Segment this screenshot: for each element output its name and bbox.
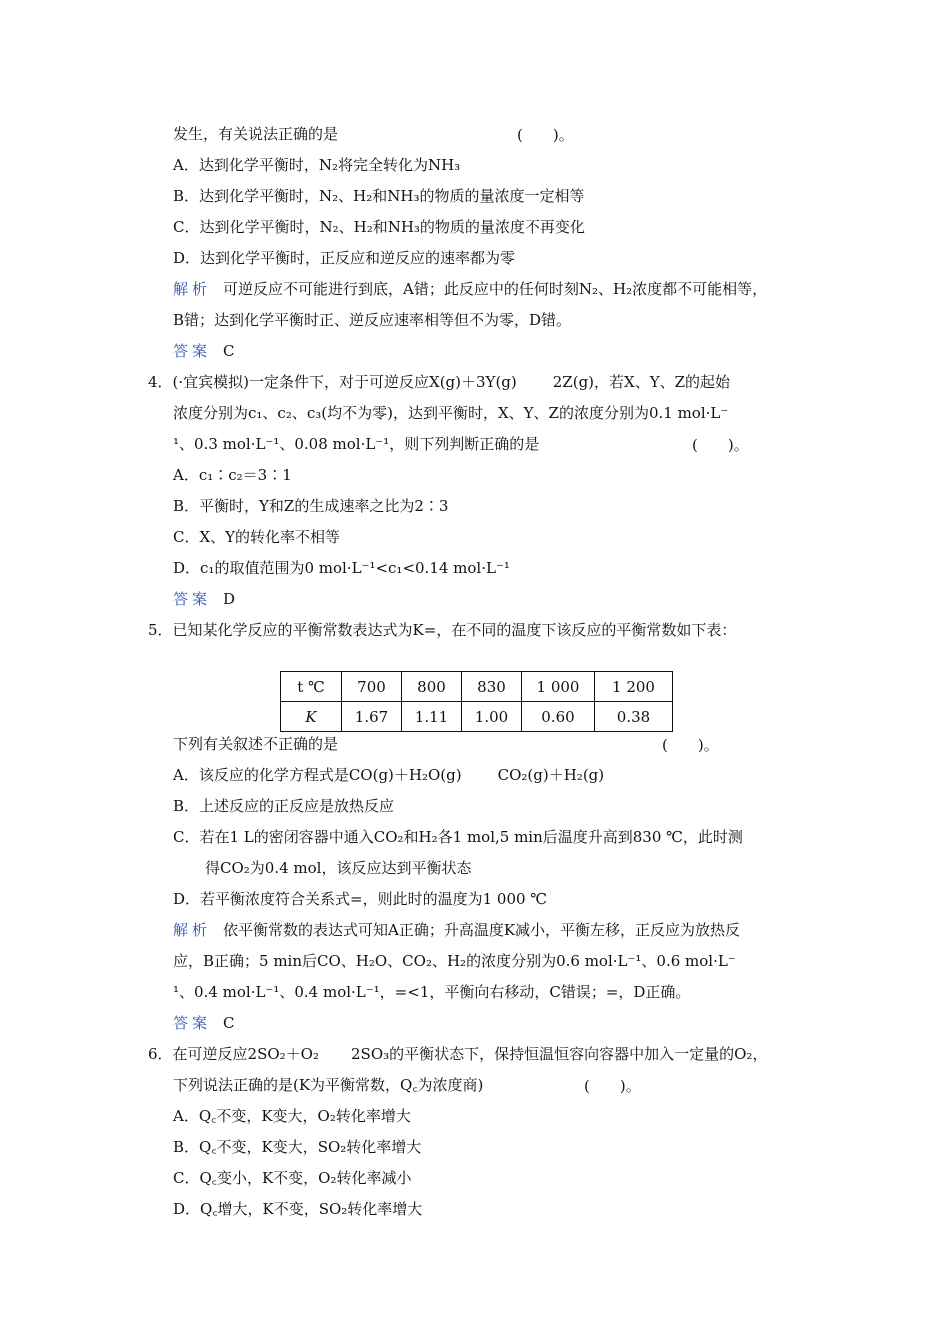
q4-stem-line-3: ¹、0.3 mol·L⁻¹、0.08 mol·L⁻¹，则下列判断正确的是 [173,435,540,453]
q3-stem: 发生，有关说法正确的是 [173,125,339,143]
table-cell: 0.60 [522,702,595,732]
table-cell: 0.38 [595,702,673,732]
q3-option-d: D．达到化学平衡时，正反应和逆反应的速率都为零 [173,249,516,267]
q5-option-b: B．上述反应的正反应是放热反应 [173,797,395,815]
q5-answer-label: 答案 [173,1014,212,1032]
table-cell: 830 [462,672,522,702]
table-cell: 1 200 [595,672,673,702]
table-cell: 1.11 [402,702,462,732]
q6-option-d: D．Q꜀增大，K不变，SO₂转化率增大 [173,1200,423,1218]
q4-option-d: D．c₁的取值范围为0 mol·L⁻¹<c₁<0.14 mol·L⁻¹ [173,559,510,577]
q4-option-b: B．平衡时，Y和Z的生成速率之比为2∶3 [173,497,449,515]
q3-answer-value: C [223,342,235,360]
q4-answer-paren: ( )。 [692,436,749,454]
q6-stem-part-1: 6．在可逆反应2SO₂＋O₂ [148,1045,319,1063]
q3-answer-line [173,341,235,361]
q3-analysis-label: 解析 [173,280,212,298]
q5-option-a-part-1: A．该反应的化学方程式是CO(g)＋H₂O(g) [173,766,462,784]
q3-analysis-line-1 [173,279,767,299]
q4-answer-line [173,589,235,609]
q3-analysis-line-2: B错；达到化学平衡时正、逆反应速率相等但不为零，D错。 [173,311,572,329]
q5-stem: 5．已知某化学反应的平衡常数表达式为K=，在不同的温度下该反应的平衡常数如下表： [148,621,737,639]
q5-analysis-line-3: ¹、0.4 mol·L⁻¹、0.4 mol·L⁻¹，=<1，平衡向右移动，C错误；=，D正确。 [173,983,691,1001]
q5-question-line: 下列有关叙述不正确的是 [173,735,339,753]
q6-option-b: B．Q꜀不变，K变大，SO₂转化率增大 [173,1138,422,1156]
q5-answer-value: C [223,1014,235,1032]
q4-stem-part-1: 4．(·宜宾模拟)一定条件下，对于可逆反应X(g)＋3Y(g) [148,373,517,391]
q3-option-a: A．达到化学平衡时，N₂将完全转化为NH₃ [173,156,461,174]
q3-answer-label: 答案 [173,342,212,360]
q3-option-c: C．达到化学平衡时，N₂、H₂和NH₃的物质的量浓度不再变化 [173,218,585,236]
table-cell: 1 000 [522,672,595,702]
q4-stem-line-2: 浓度分别为c₁、c₂、c₃(均不为零)，达到平衡时，X、Y、Z的浓度分别为0.1 mol·L⁻ [173,404,729,422]
table-cell: 1.00 [462,702,522,732]
q5-option-a-part-2: CO₂(g)＋H₂(g) [497,766,605,784]
table-cell: t ℃ [281,672,342,702]
q5-option-c-line-1: C．若在1 L的密闭容器中通入CO₂和H₂各1 mol,5 min后温度升高到830 ℃，此时测 [173,828,743,846]
q6-stem-line-2: 下列说法正确的是(K为平衡常数，Q꜀为浓度商) [173,1076,484,1094]
table-cell: 800 [402,672,462,702]
q6-stem-part-2: 2SO₃的平衡状态下，保持恒温恒容向容器中加入一定量的O₂， [351,1045,768,1063]
q5-analysis-line-1 [173,920,740,940]
q5-analysis-text-1: 依平衡常数的表达式可知A正确；升高温度K减小，平衡左移，正反应为放热反 [223,921,741,939]
q4-answer-value: D [223,590,236,608]
q4-option-a: A．c₁∶c₂＝3∶1 [173,466,292,484]
q5-option-c-line-2: 得CO₂为0.4 mol，该反应达到平衡状态 [205,859,472,877]
q6-stem-line-1 [148,1044,767,1064]
q6-option-c: C．Q꜀变小，K不变，O₂转化率减小 [173,1169,412,1187]
q5-analysis-label: 解析 [173,921,212,939]
table-cell: 700 [342,672,402,702]
q6-option-a: A．Q꜀不变，K变大，O₂转化率增大 [173,1107,411,1125]
table-cell: 1.67 [342,702,402,732]
table-cell: K [281,702,342,732]
q5-option-d: D．若平衡浓度符合关系式=，则此时的温度为1 000 ℃ [173,890,548,908]
equilibrium-constant-table [280,671,673,732]
q5-analysis-line-2: 应，B正确；5 min后CO、H₂O、CO₂、H₂的浓度分别为0.6 mol·L⁻¹、0.6 mol·L⁻ [173,952,736,970]
q4-stem-line-1 [148,372,730,392]
q3-option-b: B．达到化学平衡时，N₂、H₂和NH₃的物质的量浓度一定相等 [173,187,585,205]
q3-answer-paren: ( )。 [517,126,574,144]
q5-answer-paren: ( )。 [662,736,719,754]
q5-answer-line [173,1013,235,1033]
q5-option-a [173,765,604,785]
q3-analysis-text-1: 可逆反应不可能进行到底，A错；此反应中的任何时刻N₂、H₂浓度都不可能相等， [223,280,768,298]
q4-answer-label: 答案 [173,590,212,608]
q4-option-c: C．X、Y的转化率不相等 [173,528,341,546]
q6-answer-paren: ( )。 [584,1077,641,1095]
table-row-k [281,702,673,732]
table-row-temperature [281,672,673,702]
q4-stem-part-2: 2Z(g)，若X、Y、Z的起始 [552,373,731,391]
